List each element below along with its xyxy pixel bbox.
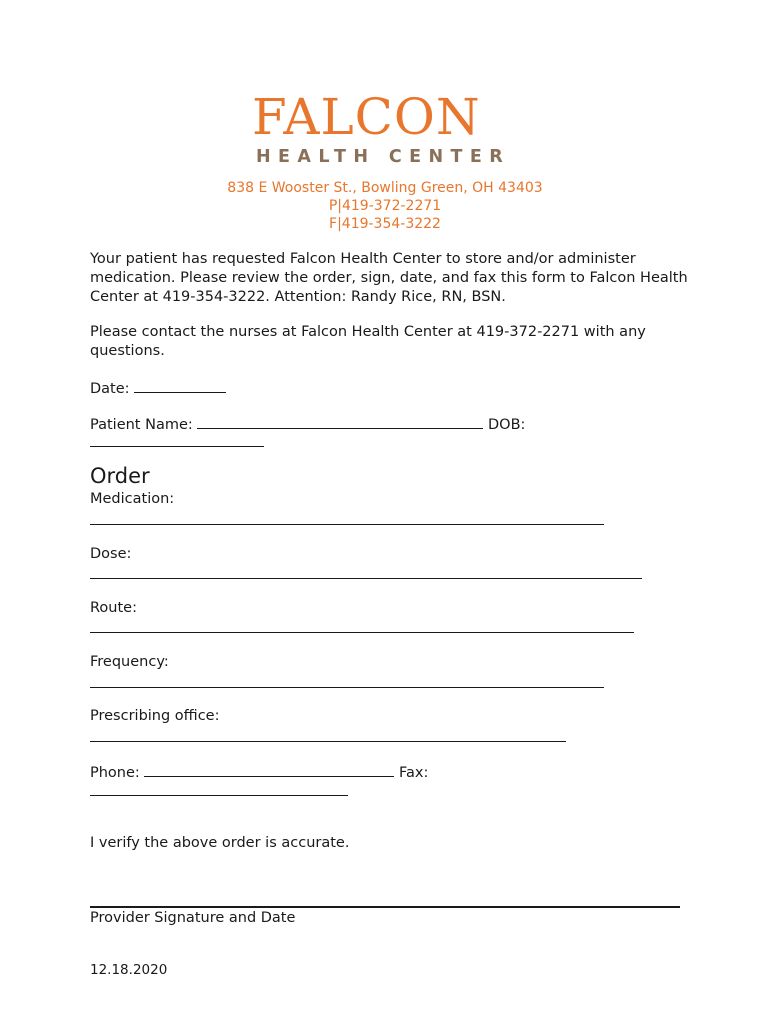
patient-name-label: Patient Name: (90, 417, 193, 433)
prescribing-office-label: Prescribing office: (90, 708, 220, 724)
phone-label: Phone: (90, 765, 140, 781)
medication-label: Medication: (90, 491, 175, 507)
prescribing-office-field[interactable] (90, 741, 566, 742)
intro-paragraph: Your patient has requested Falcon Health Center to store and/or administer medication. Please review the order, sign, date, and fax this form to Falcon Health Center at 419-354-3222. Attention: Randy Rice, RN, BSN. (90, 251, 688, 305)
dob-label: DOB: (487, 417, 526, 433)
frequency-field[interactable] (90, 687, 604, 688)
fax-field[interactable] (90, 795, 348, 796)
dose-field[interactable] (90, 578, 642, 579)
verify-statement: I verify the above order is accurate. (90, 835, 350, 851)
falcon-logo (250, 88, 520, 167)
logo-name: FALCON (252, 88, 481, 146)
date-field[interactable] (134, 378, 226, 393)
signature-line[interactable] (90, 906, 680, 908)
patient-name-field[interactable] (197, 414, 483, 429)
patient-row (90, 414, 525, 435)
date-row (90, 378, 226, 399)
address-fax: F|419-354-3222 (329, 216, 441, 232)
route-field[interactable] (90, 632, 634, 633)
route-label: Route: (90, 600, 137, 616)
frequency-label: Frequency: (90, 654, 169, 670)
dob-field[interactable] (90, 446, 264, 447)
phone-row (90, 762, 428, 783)
logo-subtitle: HEALTH CENTER (256, 147, 511, 167)
contact-paragraph: Please contact the nurses at Falcon Health Center at 419-372-2271 with any questions. (90, 324, 646, 359)
phone-field[interactable] (144, 762, 394, 777)
order-heading: Order (90, 464, 150, 488)
address-street: 838 E Wooster St., Bowling Green, OH 43403 (227, 180, 543, 196)
medication-field[interactable] (90, 524, 604, 525)
dose-label: Dose: (90, 546, 132, 562)
date-label: Date: (90, 381, 130, 397)
address-phone: P|419-372-2271 (328, 198, 442, 214)
revision-date: 12.18.2020 (90, 962, 168, 978)
fax-label: Fax: (399, 765, 429, 781)
signature-label: Provider Signature and Date (90, 910, 296, 926)
